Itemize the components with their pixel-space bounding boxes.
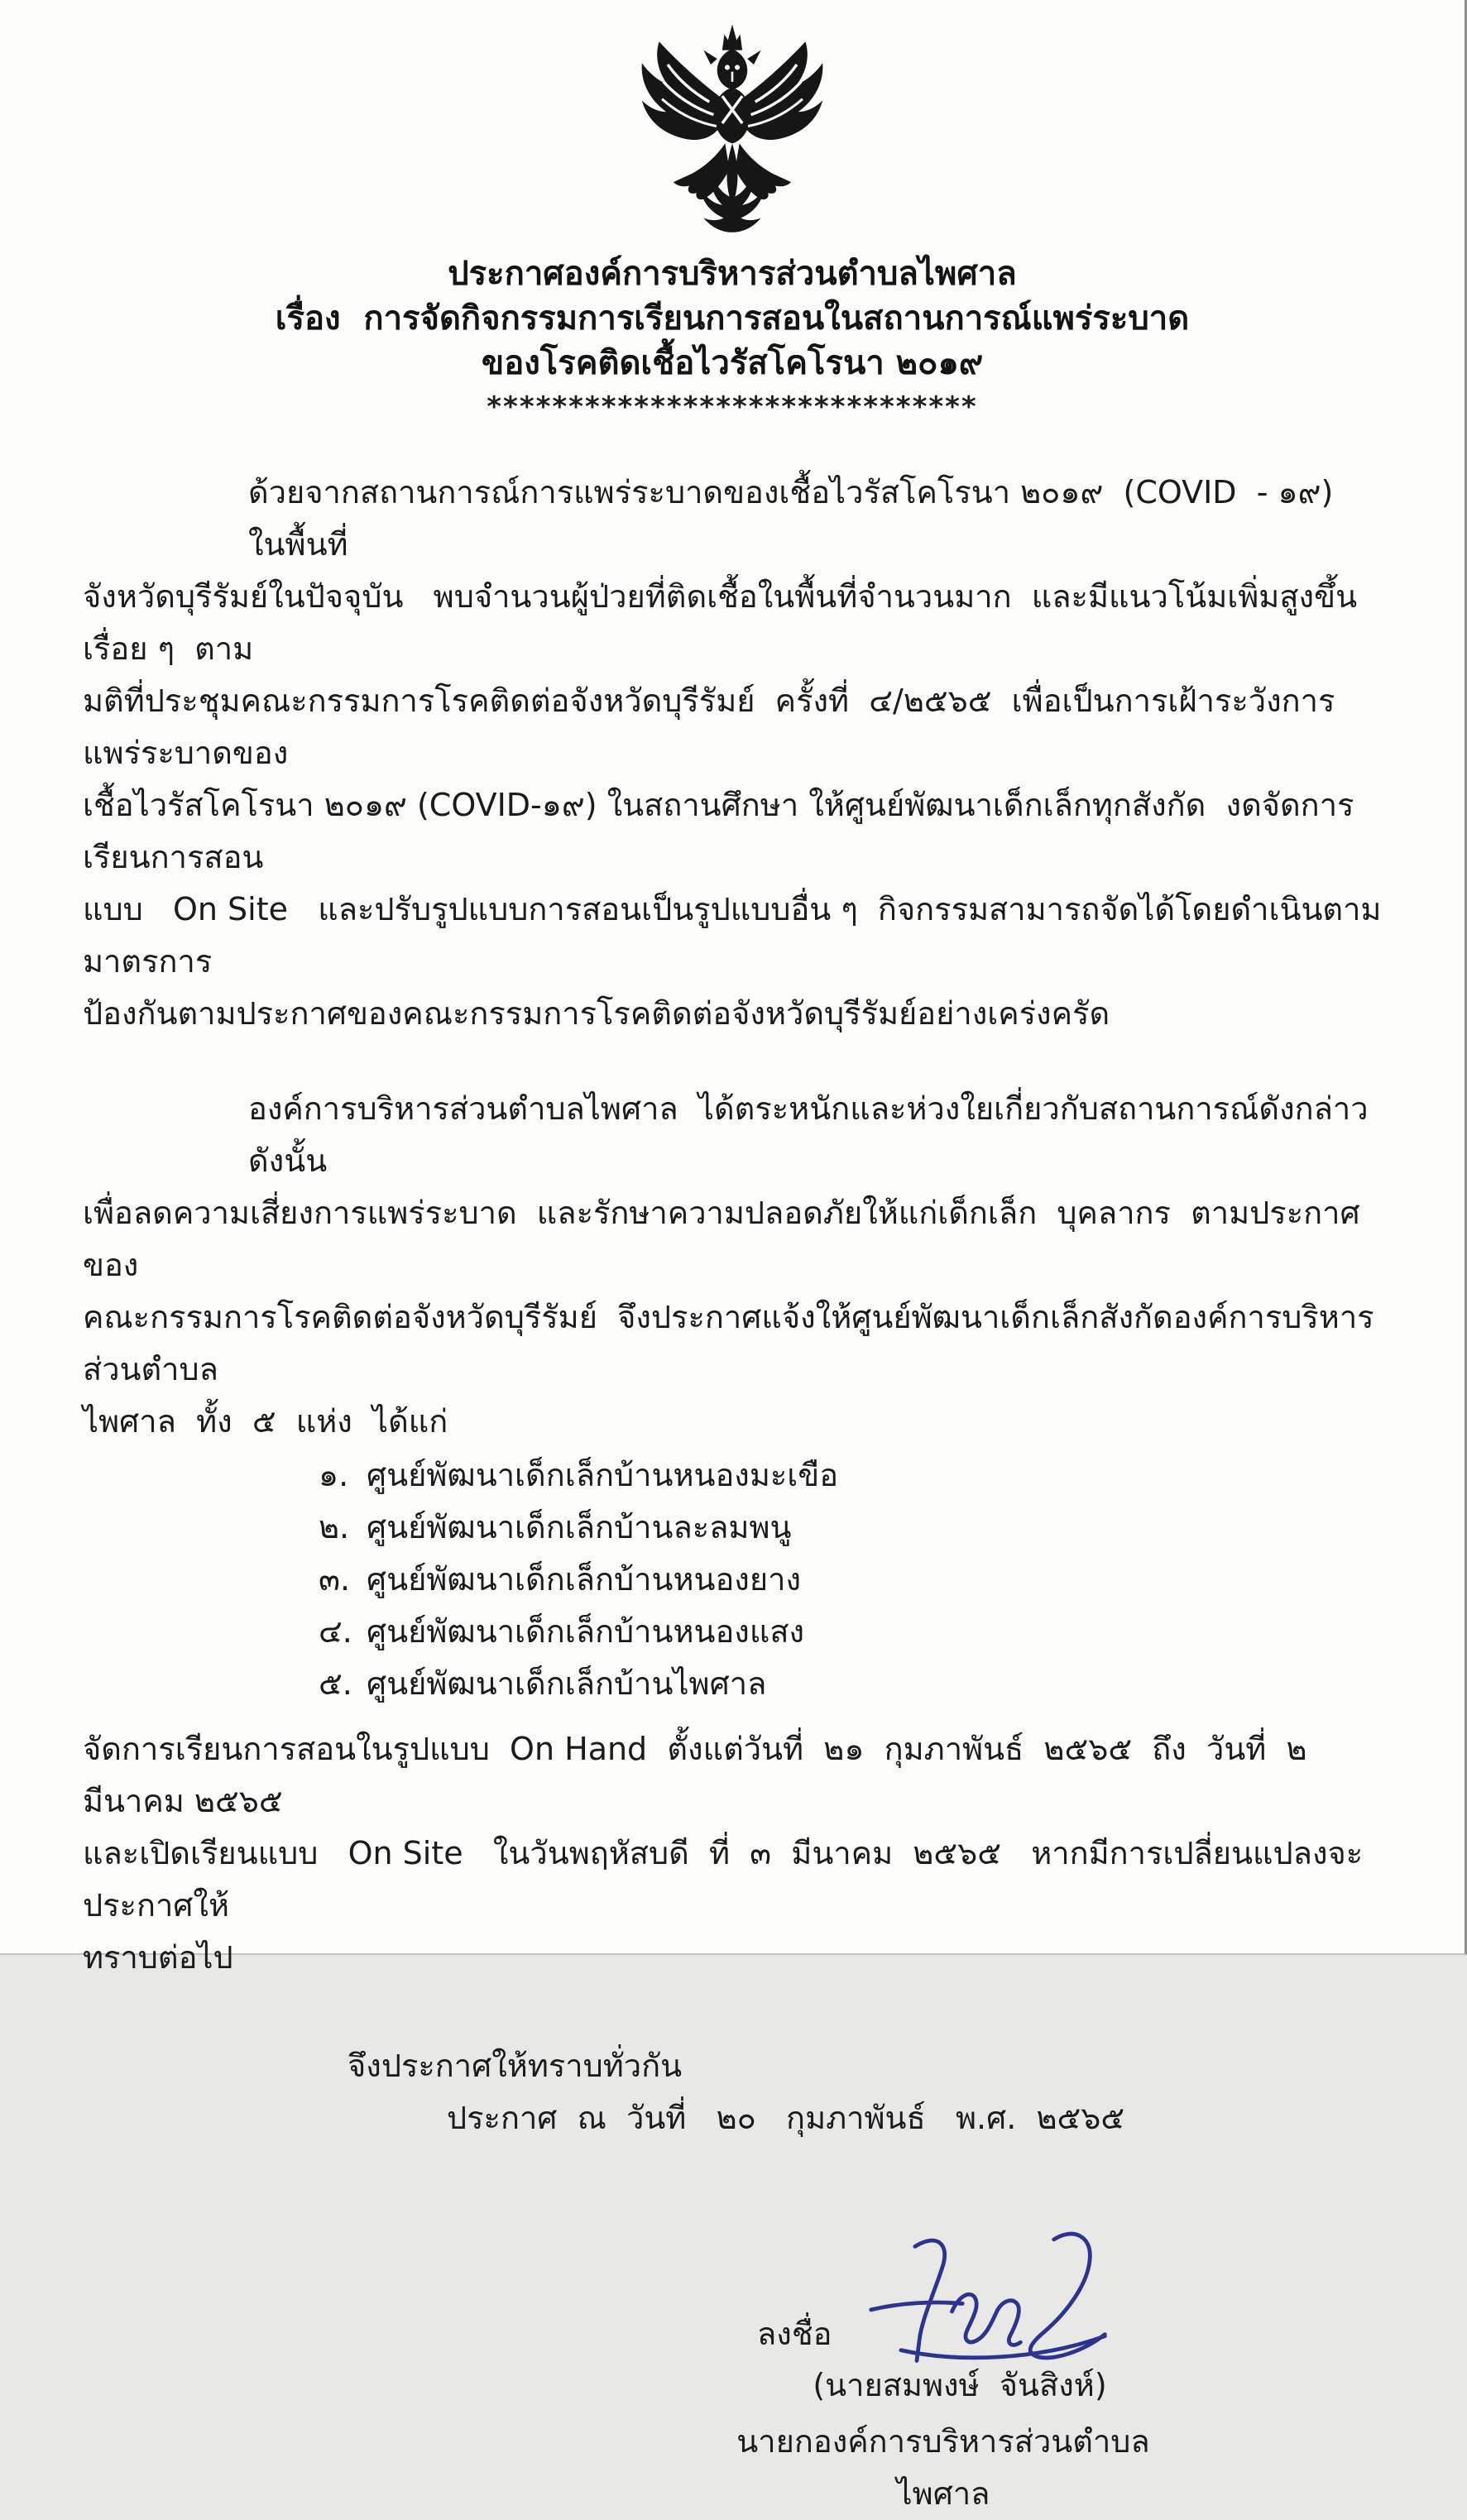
list-item-number: ๒.	[319, 1509, 350, 1545]
paragraph-2	[83, 1083, 1408, 1448]
paragraph-3	[83, 1723, 1386, 1984]
list-item-number: ๕.	[319, 1665, 352, 1702]
list-item-number: ๓.	[319, 1561, 351, 1598]
list-item-text: ศูนย์พัฒนาเด็กเล็กบ้านหนองแสง	[367, 1613, 805, 1650]
signature-stroke	[871, 2234, 1105, 2360]
document-body	[83, 467, 1408, 2512]
signer-title: นายกองค์การบริหารส่วนตำบลไพศาล	[736, 2423, 1150, 2512]
paragraph-2-line: คณะกรรมการโรคติดต่อจังหวัดบุรีรัมย์ จึงประกาศแจ้งให้ศูนย์พัฒนาเด็กเล็กสังกัดองค์การบริหารส่วนตำบล	[83, 1299, 1374, 1387]
paragraph-1-line: แบบ On Site และปรับรูปแบบการสอนเป็นรูปแบบอื่น ๆ กิจกรรมสามารถจัดได้โดยดำเนินตามมาตรการ	[83, 891, 1382, 980]
paragraph-1-line: จังหวัดบุรีรัมย์ในปัจจุบัน พบจำนวนผู้ป่วยที่ติดเชื้อในพื้นที่จำนวนมาก และมีแนวโน้มเพิ่มสูงขึ้นเรื่อย ๆ ตาม	[83, 578, 1358, 667]
closing-statement: จึงประกาศให้ทราบทั่วกัน	[348, 2048, 683, 2084]
paragraph-2-line: องค์การบริหารส่วนตำบลไพศาล ได้ตระหนักและห่วงใยเกี่ยวกับสถานการณ์ดังกล่าว ดังนั้น	[248, 1090, 1408, 1179]
paragraph-3-line: และเปิดเรียนแบบ On Site ในวันพฤหัสบดี ที่ ๓ มีนาคม ๒๕๖๕ หากมีการเปลี่ยนแปลงจะประกาศให้	[83, 1835, 1364, 1924]
signer-name: (นายสมพงษ์ จันสิงห์)	[813, 2367, 1107, 2403]
center-list	[83, 1449, 1386, 1710]
document-title: ประกาศองค์การบริหารส่วนตำบลไพศาล	[448, 255, 1017, 293]
paragraph-2-line: ไพศาล ทั้ง ๕ แห่ง ได้แก่	[83, 1403, 448, 1440]
signature-block	[83, 2177, 1386, 2512]
list-item-text: ศูนย์พัฒนาเด็กเล็กบ้านหนองยาง	[367, 1561, 802, 1598]
list-item-text: ศูนย์พัฒนาเด็กเล็กบ้านละลมพนู	[367, 1509, 792, 1545]
divider-stars: ******************************	[487, 390, 978, 424]
announcement-date: ประกาศ ณ วันที่ ๒๐ กุมภาพันธ์ พ.ศ. ๒๕๖๕	[447, 2100, 1125, 2136]
paragraph-1-line: เชื้อไวรัสโคโรนา ๒๐๑๙ (COVID-๑๙) ในสถานศึกษา ให้ศูนย์พัฒนาเด็กเล็กทุกสังกัด งดจัดการเรียนการสอน	[83, 787, 1354, 875]
paragraph-3-line: ทราบต่อไป	[83, 1939, 233, 1976]
garuda-emblem-icon	[0, 0, 1465, 240]
paragraph-1-line: มติที่ประชุมคณะกรรมการโรคติดต่อจังหวัดบุรีรัมย์ ครั้งที่ ๔/๒๕๖๕ เพื่อเป็นการเฝ้าระวังการแพร่ระบาดของ	[83, 683, 1335, 771]
paragraph-1	[83, 467, 1386, 1040]
list-item	[83, 1658, 1386, 1710]
list-item	[83, 1606, 1386, 1658]
paragraph-2-line: เพื่อลดความเสี่ยงการแพร่ระบาด และรักษาความปลอดภัยให้แก่เด็กเล็ก บุคลากร ตามประกาศของ	[83, 1195, 1360, 1283]
list-item	[83, 1554, 1386, 1606]
paragraph-3-line: จัดการเรียนการสอนในรูปแบบ On Hand ตั้งแต่วันที่ ๒๑ กุมภาพันธ์ ๒๕๖๕ ถึง วันที่ ๒ มีนาคม ๒๕๖๕	[83, 1731, 1327, 1819]
list-item-number: ๔.	[319, 1613, 352, 1650]
paragraph-1-line: ป้องกันตามประกาศของคณะกรรมการโรคติดต่อจังหวัดบุรีรัมย์อย่างเคร่งครัด	[83, 995, 1110, 1032]
paragraph-1-line: ด้วยจากสถานการณ์การแพร่ระบาดของเชื้อไวรัสโคโรนา ๒๐๑๙ (COVID - ๑๙) ในพื้นที่	[248, 474, 1354, 563]
list-item-number: ๑.	[319, 1457, 349, 1493]
list-item	[83, 1502, 1386, 1554]
document-subject-line1: เรื่อง การจัดกิจกรรมการเรียนการสอนในสถานการณ์แพร่ระบาด	[275, 299, 1190, 338]
document-subject-line2: ของโรคติดเชื้อไวรัสโคโรนา ๒๐๑๙	[481, 344, 984, 382]
signature-label: ลงชื่อ	[757, 2316, 832, 2352]
list-item-text: ศูนย์พัฒนาเด็กเล็กบ้านไพศาล	[367, 1665, 767, 1702]
list-item	[83, 1449, 1386, 1502]
list-item-text: ศูนย์พัฒนาเด็กเล็กบ้านหนองมะเขือ	[367, 1457, 839, 1493]
closing-block	[83, 2040, 1386, 2144]
